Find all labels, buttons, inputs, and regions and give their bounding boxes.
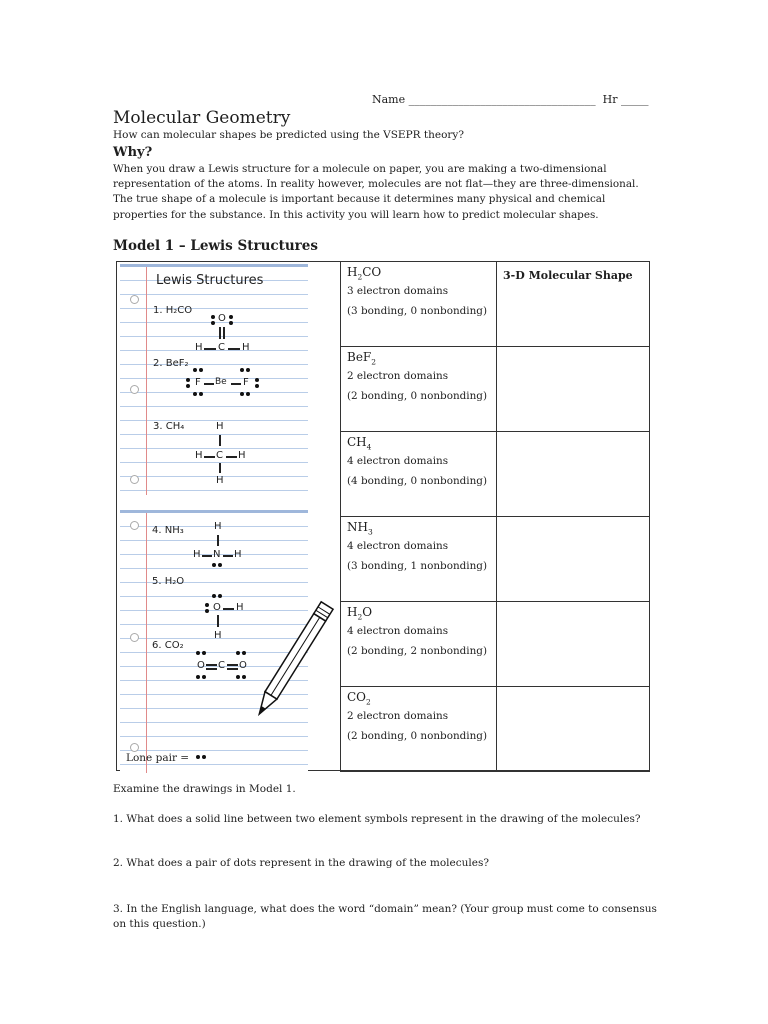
molecule-row: [341, 517, 650, 602]
shape-answer-cell[interactable]: [497, 347, 650, 432]
molecule-formula: [347, 435, 490, 451]
formula-subscript: 3: [367, 527, 373, 537]
electron-domains: 4 electron domains: [347, 540, 449, 553]
single-bond: [226, 456, 237, 458]
molecule-cell: [341, 347, 497, 432]
bonding-breakdown: (2 bonding, 0 nonbonding): [347, 730, 488, 743]
molecule-cell: [341, 517, 497, 602]
lone-pair-label: Lone pair =: [126, 752, 190, 764]
lone-pair-dot: [211, 315, 215, 319]
lone-pair-dot: [196, 651, 200, 655]
lone-pair-dot: [196, 675, 200, 679]
atom-h: H: [242, 342, 250, 353]
formula-subscript: 2: [357, 612, 363, 622]
lone-pair-dot: [196, 755, 200, 759]
notebook-page-top: [120, 264, 308, 495]
binder-hole: [130, 633, 139, 642]
molecule-formula: [347, 265, 490, 281]
column-divider: [340, 261, 341, 771]
shape-answer-cell[interactable]: [497, 517, 650, 602]
formula-part: CO: [347, 690, 367, 704]
lone-pair-dot: [255, 384, 259, 388]
formula-subscript: 4: [366, 442, 372, 452]
electron-domains: 4 electron domains: [347, 625, 449, 638]
molecule-cell: [341, 687, 497, 772]
electron-domains: 2 electron domains: [347, 710, 449, 723]
lone-pair-dot: [186, 384, 190, 388]
electron-domains: 4 electron domains: [347, 455, 449, 468]
molecule-row: [341, 432, 650, 517]
lone-pair-dot: [236, 675, 240, 679]
atom-h: H: [238, 450, 246, 461]
lone-pair-dot: [186, 378, 190, 382]
single-bond: [219, 435, 221, 446]
lone-pair-dot: [193, 392, 197, 396]
atom-h: H: [214, 630, 222, 641]
lone-pair-dot: [242, 675, 246, 679]
single-bond: [217, 535, 219, 546]
guiding-question: How can molecular shapes be predicted using the VSEPR theory?: [113, 129, 464, 141]
electron-domains: 3 electron domains: [347, 285, 449, 298]
lone-pair-dot: [236, 651, 240, 655]
double-bond: [219, 327, 221, 339]
atom-f: F: [243, 377, 249, 388]
lone-pair-dot: [229, 315, 233, 319]
lone-pair-dot: [202, 755, 206, 759]
atom-o: O: [213, 602, 221, 613]
atom-o: O: [239, 660, 247, 671]
lone-pair-dot: [212, 594, 216, 598]
formula-part: CH: [347, 435, 367, 449]
single-bond: [231, 383, 241, 385]
atom-n: N: [213, 549, 221, 560]
question-1: 1. What does a solid line between two element symbols represent in the drawing of the molecules?: [113, 813, 641, 825]
lone-pair-dot: [218, 594, 222, 598]
formula-part: H: [347, 265, 358, 279]
lone-pair-dot: [205, 603, 209, 607]
single-bond: [223, 555, 233, 557]
atom-h: H: [216, 421, 224, 432]
question-3: 3. In the English language, what does the word “domain” mean? (Your group must come to consensus on this question.): [113, 903, 657, 930]
pencil-icon: [250, 592, 336, 732]
atom-h: H: [193, 549, 201, 560]
atom-c: C: [218, 342, 225, 353]
molecule-row: [341, 602, 650, 687]
binder-hole: [130, 475, 139, 484]
atom-h: H: [234, 549, 242, 560]
binder-hole: [130, 295, 139, 304]
formula-subscript: 2: [371, 357, 377, 367]
binder-hole: [130, 743, 139, 752]
single-bond: [204, 383, 214, 385]
molecule-formula: [347, 350, 490, 366]
formula-part: NH: [347, 520, 368, 534]
lone-pair-dot: [218, 563, 222, 567]
formula-part: O: [362, 605, 373, 619]
label-ch4: 3. CH₄: [153, 421, 185, 432]
binder-hole: [130, 521, 139, 530]
lone-pair-symbol: [196, 755, 210, 761]
atom-h: H: [236, 602, 244, 613]
lone-pair-dot: [199, 392, 203, 396]
single-bond: [217, 615, 219, 627]
atom-h: H: [195, 342, 203, 353]
atom-o: O: [218, 313, 226, 324]
label-co2: 6. CO₂: [152, 640, 184, 651]
lone-pair-dot: [240, 368, 244, 372]
lone-pair-dot: [205, 609, 209, 613]
shape-answer-cell[interactable]: [497, 262, 650, 347]
molecule-formula: [347, 605, 490, 621]
label-nh3: 4. NH₃: [152, 525, 184, 536]
shape-column-header: 3-D Molecular Shape: [503, 269, 633, 282]
formula-part: BeF: [347, 350, 372, 364]
page-title: Molecular Geometry: [113, 108, 291, 128]
shape-answer-cell[interactable]: [497, 602, 650, 687]
formula-subscript: 2: [366, 697, 371, 707]
double-bond: [206, 668, 217, 670]
atom-h: H: [216, 475, 224, 486]
margin-line: [146, 513, 147, 773]
single-bond: [219, 463, 221, 473]
single-bond: [204, 456, 215, 458]
lone-pair-dot: [211, 321, 215, 325]
lone-pair-dot: [242, 651, 246, 655]
bonding-breakdown: (4 bonding, 0 nonbonding): [347, 475, 488, 488]
molecule-row: [341, 687, 650, 772]
examine-instruction: Examine the drawings in Model 1.: [113, 783, 296, 795]
lone-pair-dot: [199, 368, 203, 372]
formula-part: CO: [362, 265, 382, 279]
molecule-row: [341, 262, 650, 347]
intro-paragraph: When you draw a Lewis structure for a molecule on paper, you are making a two-dimensional representation of the atoms. In reality however, molecules are not flat—they are three-dimensional. The true shape of a molecule is important because it determines many physical and chemical properties for the substance. In this activity you will learn how to predict molecular shapes.: [113, 163, 639, 221]
binder-hole: [130, 385, 139, 394]
lone-pair-dot: [255, 378, 259, 382]
molecule-cell: [341, 432, 497, 517]
model-title: Model 1 – Lewis Structures: [113, 238, 318, 254]
why-heading: Why?: [113, 145, 153, 160]
molecule-table: [340, 261, 650, 772]
electron-domains: 2 electron domains: [347, 370, 449, 383]
question-2: 2. What does a pair of dots represent in the drawing of the molecules?: [113, 857, 489, 869]
bonding-breakdown: (2 bonding, 0 nonbonding): [347, 390, 488, 403]
molecule-cell: [341, 262, 497, 347]
atom-h: H: [214, 521, 222, 532]
single-bond: [223, 608, 234, 610]
atom-h: H: [195, 450, 203, 461]
lone-pair-dot: [229, 321, 233, 325]
bonding-breakdown: (3 bonding, 1 nonbonding): [347, 560, 488, 573]
lone-pair-dot: [202, 675, 206, 679]
molecule-row: [341, 347, 650, 432]
molecule-formula: [347, 690, 490, 706]
shape-answer-cell[interactable]: [497, 432, 650, 517]
label-h2co: 1. H₂CO: [153, 305, 193, 316]
shape-answer-cell[interactable]: [497, 687, 650, 772]
atom-be: Be: [215, 377, 227, 387]
label-h2o: 5. H₂O: [152, 576, 185, 587]
formula-subscript: 2: [357, 272, 363, 282]
lone-pair-dot: [246, 368, 250, 372]
lewis-title: Lewis Structures: [156, 273, 264, 288]
molecule-formula: [347, 520, 490, 536]
bonding-breakdown: (2 bonding, 2 nonbonding): [347, 645, 488, 658]
single-bond: [204, 348, 216, 350]
molecule-cell: [341, 602, 497, 687]
label-bef2: 2. BeF₂: [153, 358, 189, 369]
single-bond: [202, 555, 212, 557]
lone-pair-dot: [202, 651, 206, 655]
single-bond: [228, 348, 240, 350]
lone-pair-dot: [246, 392, 250, 396]
atom-f: F: [195, 377, 201, 388]
double-bond: [227, 668, 238, 670]
lone-pair-dot: [193, 368, 197, 372]
double-bond: [223, 327, 225, 339]
atom-c: C: [216, 450, 223, 461]
lone-pair-dot: [212, 563, 216, 567]
formula-part: H: [347, 605, 358, 619]
lone-pair-dot: [240, 392, 244, 396]
double-bond: [227, 664, 238, 666]
double-bond: [206, 664, 217, 666]
margin-line: [146, 267, 147, 495]
atom-c: C: [218, 660, 225, 671]
bonding-breakdown: (3 bonding, 0 nonbonding): [347, 305, 488, 318]
atom-o: O: [197, 660, 205, 671]
name-hour-line[interactable]: Name __________________________________ Hr _____: [372, 93, 649, 106]
lone-pair-legend: [126, 752, 210, 764]
